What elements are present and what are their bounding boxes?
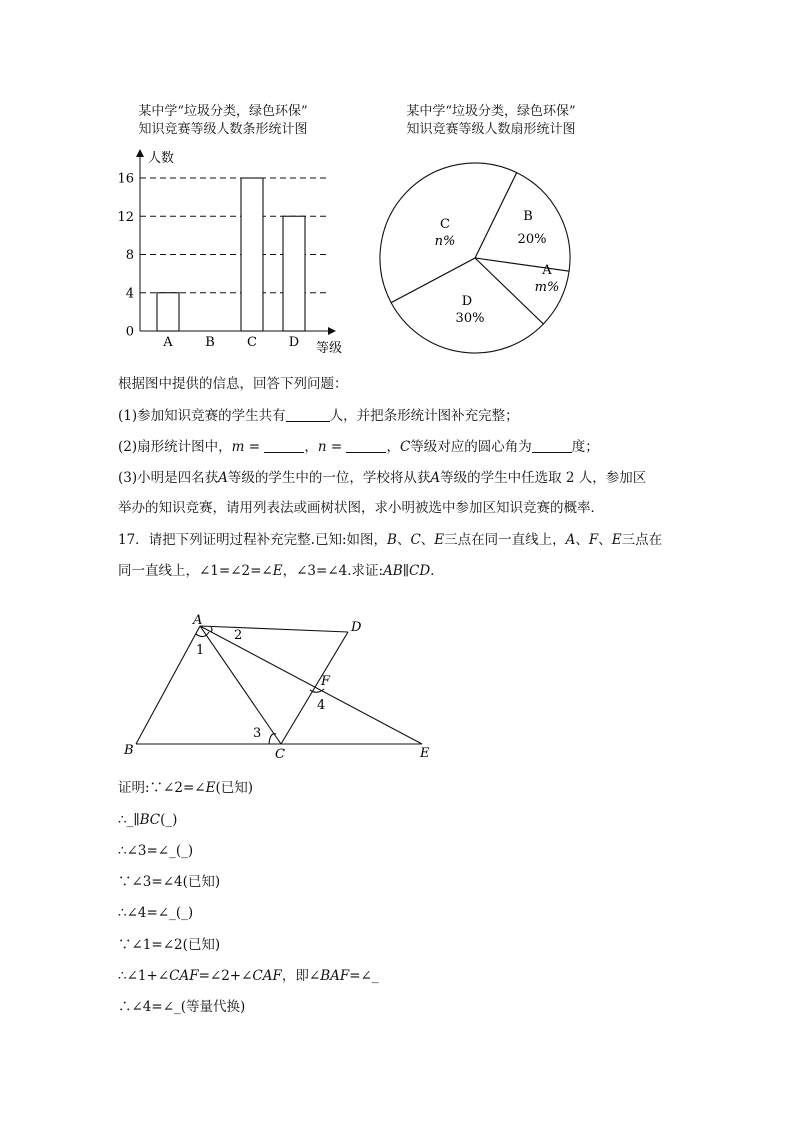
proof-1-post: (已知) — [215, 780, 253, 796]
q2-C: C — [399, 439, 411, 455]
p17-A: A — [565, 532, 576, 548]
segment-AC — [200, 626, 281, 744]
bar-chart-title-line2: 知识竞赛等级人数条形统计图 — [138, 122, 308, 137]
q2-text-b: 等级对应的圆心角为 — [410, 439, 532, 455]
y-tick-label-0: 0 — [125, 324, 134, 340]
p17-end: 三点在 — [621, 532, 663, 548]
p17-CD: CD — [408, 563, 431, 579]
segment-AE — [200, 626, 422, 744]
question-3-line2: 举办的知识竞赛，请用列表法或画树状图，求小明被选中参加区知识竞赛的概率． — [118, 500, 604, 516]
q1-text-a: (1)参加知识竞赛的学生共有 — [118, 408, 286, 424]
proof-line-6: ∵∠1=∠2(已知) — [118, 937, 221, 953]
pie-chart-title-line1: 某中学“垃圾分类，绿色环保” — [406, 104, 576, 119]
proof-1-pre: 证明:∵∠2=∠ — [118, 780, 206, 796]
proof-line-4: ∵∠3=∠4(已知) — [118, 874, 221, 890]
q2-text-c: 度； — [571, 439, 599, 455]
angle-4-arc — [310, 689, 324, 692]
bar-A — [157, 293, 179, 331]
point-A: A — [193, 613, 203, 628]
x-tick-label-B: B — [205, 335, 215, 350]
q2-m: m — [231, 439, 245, 455]
p17-sep2: 、 — [420, 532, 435, 548]
pie-label-A: A — [542, 263, 552, 278]
proof-7-post: =∠2+∠ — [198, 968, 253, 984]
angle-label-1: 1 — [196, 643, 205, 658]
q2-m-blank[interactable] — [264, 438, 304, 453]
point-C: C — [275, 747, 285, 762]
bar-chart-title-line1: 某中学“垃圾分类，绿色环保” — [138, 104, 308, 119]
p17-text-2b: ，∠3=∠4.求证: — [282, 563, 384, 579]
pie-label-D: D — [461, 294, 473, 309]
proof-7-it2: CAF — [252, 968, 282, 984]
p17-parallel: ∥ — [402, 563, 409, 579]
q2-comma2: ， — [386, 439, 400, 455]
q2-n: n — [317, 439, 327, 455]
question-3 — [118, 468, 646, 488]
q3-text-c: 等级的学生中任选取 2 人，参加区 — [440, 470, 647, 486]
p17-B: B — [387, 532, 397, 548]
q2-eq-n: = — [326, 439, 347, 455]
proof-line-2 — [118, 810, 177, 830]
proof-2-pre: ∴_∥ — [118, 812, 140, 828]
proof-1-it: E — [205, 780, 216, 796]
p17-text-2a: 同一直线上，∠1=∠2=∠ — [118, 563, 273, 579]
pie-chart-title-line2: 知识竞赛等级人数扇形统计图 — [406, 122, 576, 137]
p17-sep3: 、 — [575, 532, 589, 548]
p17-sep1: 、 — [396, 532, 411, 548]
problem17-line2 — [118, 561, 434, 581]
pie-label-C: C — [440, 217, 450, 232]
proof-7-post3: =∠_ — [349, 968, 379, 984]
y-tick-label-4: 4 — [125, 286, 134, 302]
p17-E2: E — [611, 532, 622, 548]
proof-line-1 — [118, 778, 253, 798]
q3-text-b: 等级的学生中的一位，学校将从获 — [227, 470, 431, 486]
y-axis-label: 人数 — [148, 151, 175, 166]
point-D: D — [351, 620, 362, 635]
q2-n-blank[interactable] — [346, 438, 386, 453]
p17-text-1: 17．请把下列证明过程补充完整.已知:如图， — [118, 532, 388, 548]
x-axis-label: 等级 — [316, 341, 343, 356]
pie-chart — [370, 150, 580, 360]
proof-7-it3: BAF — [320, 968, 350, 984]
y-tick-label-12: 12 — [117, 209, 134, 225]
q2-text-a: (2)扇形统计图中， — [118, 439, 232, 455]
q2-angle-blank[interactable] — [532, 438, 572, 453]
q2-eq-m: = — [244, 439, 265, 455]
bar-D — [283, 216, 305, 331]
pie-label-B: B — [523, 209, 533, 224]
bar-chart — [110, 145, 360, 360]
pie-value-A: m% — [534, 280, 560, 295]
q1-text-b: 人，并把条形统计图补充完整； — [329, 408, 519, 424]
proof-2-post: (_) — [160, 812, 178, 828]
segment-AD — [200, 626, 348, 632]
proof-7-it: CAF — [169, 968, 199, 984]
p17-mid: 三点在同一直线上， — [444, 532, 566, 548]
proof-line-5: ∴∠4=∠_(_) — [118, 905, 194, 921]
angle-label-2: 2 — [234, 628, 243, 643]
bar-C — [241, 178, 263, 331]
geometry-figure — [118, 608, 438, 768]
pie-chart-title — [366, 103, 616, 139]
bar-chart-title — [98, 103, 348, 139]
segment-CD — [281, 632, 348, 744]
q2-comma1: ， — [304, 439, 318, 455]
question-intro: 根据图中提供的信息，回答下列问题： — [118, 376, 348, 392]
p17-C: C — [410, 532, 421, 548]
angle-label-3: 3 — [253, 726, 262, 741]
p17-dot: . — [430, 563, 435, 579]
point-F: F — [321, 674, 331, 689]
proof-line-8: ∴∠4=∠_(等量代换) — [118, 999, 246, 1015]
point-B: B — [124, 743, 134, 758]
q3-A1: A — [218, 470, 228, 486]
proof-line-3: ∴∠3=∠_(_) — [118, 843, 194, 859]
p17-angle-E: E — [272, 563, 283, 579]
q1-blank[interactable] — [286, 407, 330, 422]
p17-AB: AB — [383, 563, 403, 579]
q3-text-a: (3)小明是四名获 — [118, 470, 219, 486]
point-E: E — [420, 746, 430, 761]
y-tick-label-8: 8 — [125, 248, 134, 263]
proof-7-post2: ，即∠ — [281, 968, 321, 984]
proof-2-it: BC — [139, 812, 161, 828]
question-1 — [118, 406, 519, 426]
p17-sep4: 、 — [598, 532, 612, 548]
x-tick-label-A: A — [163, 335, 173, 350]
x-tick-label-D: D — [288, 335, 300, 350]
angle-2-arc — [211, 627, 212, 632]
segment-AB — [136, 626, 200, 744]
pie-value-C: n% — [434, 234, 456, 249]
angle-label-4: 4 — [317, 698, 326, 713]
p17-F: F — [588, 532, 599, 548]
pie-value-B: 20% — [517, 232, 547, 247]
x-tick-label-C: C — [247, 335, 257, 350]
question-2 — [118, 437, 599, 457]
proof-7-pre: ∴∠1+∠ — [118, 968, 170, 984]
proof-line-7 — [118, 966, 379, 986]
p17-E: E — [434, 532, 445, 548]
q3-A2: A — [430, 470, 441, 486]
y-tick-label-16: 16 — [117, 171, 134, 187]
problem17-line1 — [118, 530, 662, 550]
pie-value-D: 30% — [455, 311, 485, 326]
